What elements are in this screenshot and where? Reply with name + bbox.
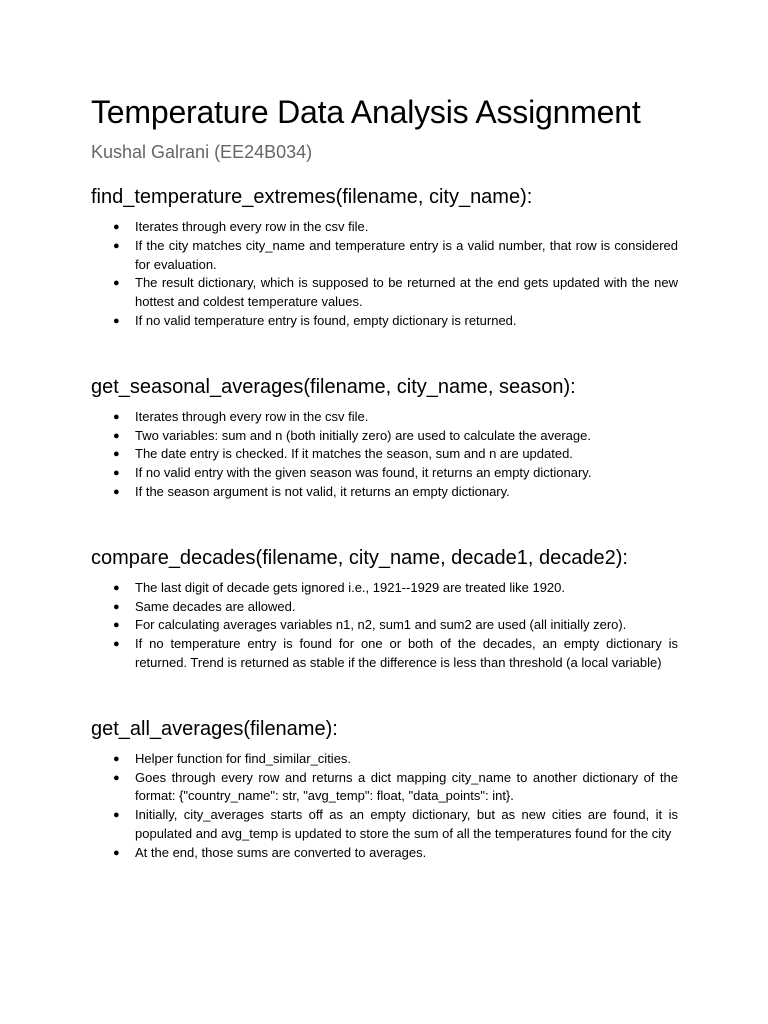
bullet-list [91,218,678,331]
list-item-text: If no valid temperature entry is found, empty dictionary is returned. [135,312,517,328]
list-item [91,464,678,483]
list-item-text: If the city matches city_name and temperature entry is a valid number, that row is considered for evaluation. [135,237,678,272]
bullet-icon: ● [113,638,120,651]
bullet-icon: ● [113,846,120,859]
list-item-text: The result dictionary, which is supposed to be returned at the end gets updated with the new hottest and coldest temperature values. [135,275,678,310]
list-item-text: The date entry is checked. If it matches the season, sum and n are updated. [135,446,573,462]
document-author: Kushal Galrani (EE24B034) [91,142,313,162]
list-item-text: For calculating averages variables n1, n2, sum1 and sum2 are used (all initially zero). [135,617,627,633]
list-item [91,579,678,598]
list-item [91,635,678,673]
list-item [91,445,678,464]
list-item [91,237,678,275]
list-item [91,616,678,635]
bullet-icon: ● [113,581,120,594]
bullet-list [91,750,678,863]
bullet-list [91,579,678,673]
bullet-icon: ● [113,410,120,423]
list-item [91,274,678,312]
section-compare-decades [91,545,678,673]
list-item [91,750,678,769]
list-item [91,806,678,844]
list-item-text: The last digit of decade gets ignored i.e., 1921--1929 are treated like 1920. [135,579,566,595]
list-item [91,769,678,807]
bullet-icon: ● [113,619,120,632]
bullet-icon: ● [113,600,120,613]
list-item-text: Initially, city_averages starts off as an empty dictionary, but as new cities are found, it is populated and avg_temp is updated to store the sum of all the temperatures found for the city [135,807,678,841]
section-get-seasonal-averages [91,374,678,502]
bullet-icon: ● [113,485,120,498]
list-item-text: Iterates through every row in the csv file. [135,408,369,424]
bullet-icon: ● [113,221,120,233]
bullet-icon: ● [113,277,120,290]
list-item-text: If no valid entry with the given season was found, it returns an empty dictionary. [135,465,592,481]
list-item-text: At the end, those sums are converted to averages. [135,844,427,860]
bullet-icon: ● [113,809,120,822]
section-heading: get_all_averages(filename): [91,717,338,740]
bullet-icon: ● [113,467,120,480]
list-item-text: Helper function for find_similar_cities. [135,750,352,766]
bullet-icon: ● [113,771,120,784]
bullet-icon: ● [113,448,120,461]
list-item [91,483,678,502]
list-item [91,408,678,427]
list-item [91,312,678,331]
bullet-icon: ● [113,752,120,765]
list-item [91,598,678,617]
section-heading: find_temperature_extremes(filename, city_name): [91,186,533,208]
section-heading: get_seasonal_averages(filename, city_name, season): [91,375,576,398]
section-find-temperature-extremes [91,184,678,331]
bullet-icon: ● [113,429,120,442]
list-item [91,218,678,237]
section-get-all-averages [91,716,678,863]
list-item [91,844,678,863]
list-item-text: Same decades are allowed. [135,598,296,614]
document-page [91,92,678,863]
bullet-list [91,408,678,502]
bullet-icon: ● [113,239,120,252]
list-item [91,427,678,446]
bullet-icon: ● [113,314,120,327]
list-item-text: If no temperature entry is found for one or both of the decades, an empty dictionary is returned. Trend is returned as stable if the difference is less than threshold (a local variable) [135,636,678,670]
list-item-text: Goes through every row and returns a dict mapping city_name to another dictionary of the format: {"country_name": str, "avg_temp": float, "data_points": int}. [135,769,678,804]
list-item-text: Two variables: sum and n (both initially zero) are used to calculate the average. [135,427,591,443]
list-item-text: Iterates through every row in the csv file. [135,219,369,234]
section-heading: compare_decades(filename, city_name, decade1, decade2): [91,546,628,569]
document-title: Temperature Data Analysis Assignment [91,94,641,130]
list-item-text: If the season argument is not valid, it returns an empty dictionary. [135,483,510,499]
